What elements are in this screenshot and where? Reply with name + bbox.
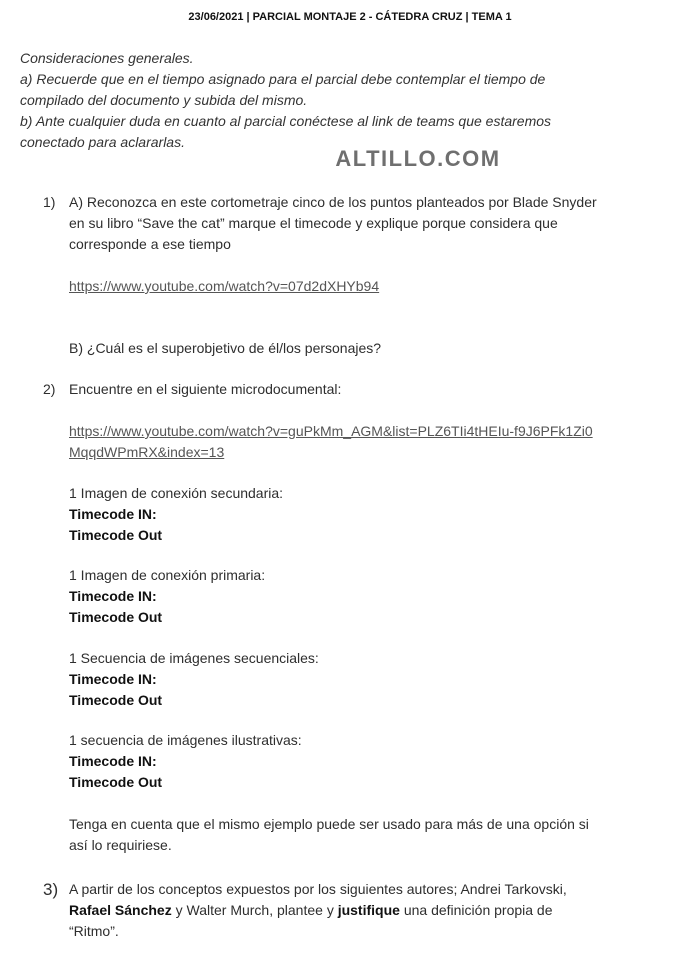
item-label: 1 secuencia de imágenes ilustrativas:: [69, 732, 302, 748]
considerations-heading: Consideraciones generales.: [20, 50, 194, 66]
question-3-text: y Walter Murch, plantee y: [171, 902, 338, 918]
item-label: 1 Imagen de conexión primaria:: [69, 567, 266, 583]
consideration-b-line-1: b) Ante cualquier duda en cuanto al parcial conéctese al link de teams que estaremos: [20, 113, 552, 129]
question-1-part-b-text: B) ¿Cuál es el superobjetivo de él/los personajes?: [69, 340, 382, 356]
question-3-body: [69, 879, 661, 942]
justify-keyword: justifique: [337, 902, 400, 918]
watermark: ALTILLO.COM: [335, 146, 501, 171]
question-2-video-link-line-2[interactable]: MqqdWPmRX&index=13: [69, 444, 225, 460]
timecode-out-label: Timecode Out: [69, 692, 163, 708]
question-3-line-1: A partir de los conceptos expuestos por los siguientes autores; Andrei Tarkovski,: [69, 881, 567, 897]
timecode-in-label: Timecode IN:: [69, 753, 157, 769]
question-2-intro: Encuentre en el siguiente microdocumental:: [69, 381, 342, 397]
consideration-a-line-1: a) Recuerde que en el tiempo asignado para el parcial debe contemplar el tiempo de: [20, 71, 546, 87]
question-1-body: [69, 192, 661, 255]
item-label: 1 Secuencia de imágenes secuenciales:: [69, 650, 319, 666]
question-1-number: 1): [43, 194, 56, 210]
timecode-in-label: Timecode IN:: [69, 588, 157, 604]
general-considerations: [20, 48, 670, 153]
question-3-text-end: una definición propia de: [399, 902, 553, 918]
question-3-number: 3): [43, 880, 59, 899]
question-3-line-3: “Ritmo”.: [69, 923, 119, 939]
question-1-video-link[interactable]: https://www.youtube.com/watch?v=07d2dXHYb94: [69, 278, 380, 294]
author-rafael-sanchez: Rafael Sánchez: [69, 902, 172, 918]
question-1-line-1: A) Reconozca en este cortometraje cinco de los puntos planteados por Blade Snyder: [69, 194, 597, 210]
consideration-b-line-2: conectado para aclararlas.: [20, 134, 185, 150]
question-3-line-2: [69, 900, 661, 921]
question-2-video-link-line-1[interactable]: https://www.youtube.com/watch?v=guPkMm_AGM&list=PLZ6TIi4tHEIu-f9J6PFk1Zi0: [69, 423, 593, 439]
item-label: 1 Imagen de conexión secundaria:: [69, 485, 284, 501]
document-header: 23/06/2021 | PARCIAL MONTAJE 2 - CÁTEDRA CRUZ | TEMA 1: [188, 11, 512, 23]
question-2-note-line-2: así lo requiriese.: [69, 837, 172, 853]
timecode-in-label: Timecode IN:: [69, 671, 157, 687]
question-1-line-3: corresponde a ese tiempo: [69, 236, 231, 252]
timecode-out-label: Timecode Out: [69, 774, 163, 790]
question-2-number: 2): [43, 381, 56, 397]
timecode-out-label: Timecode Out: [69, 609, 163, 625]
question-1-line-2: en su libro “Save the cat” marque el timecode y explique porque considera que: [69, 215, 558, 231]
timecode-out-label: Timecode Out: [69, 527, 163, 543]
question-2-note-line-1: Tenga en cuenta que el mismo ejemplo puede ser usado para más de una opción si: [69, 816, 589, 832]
consideration-a-line-2: compilado del documento y subida del mismo.: [20, 92, 308, 108]
timecode-in-label: Timecode IN:: [69, 506, 157, 522]
